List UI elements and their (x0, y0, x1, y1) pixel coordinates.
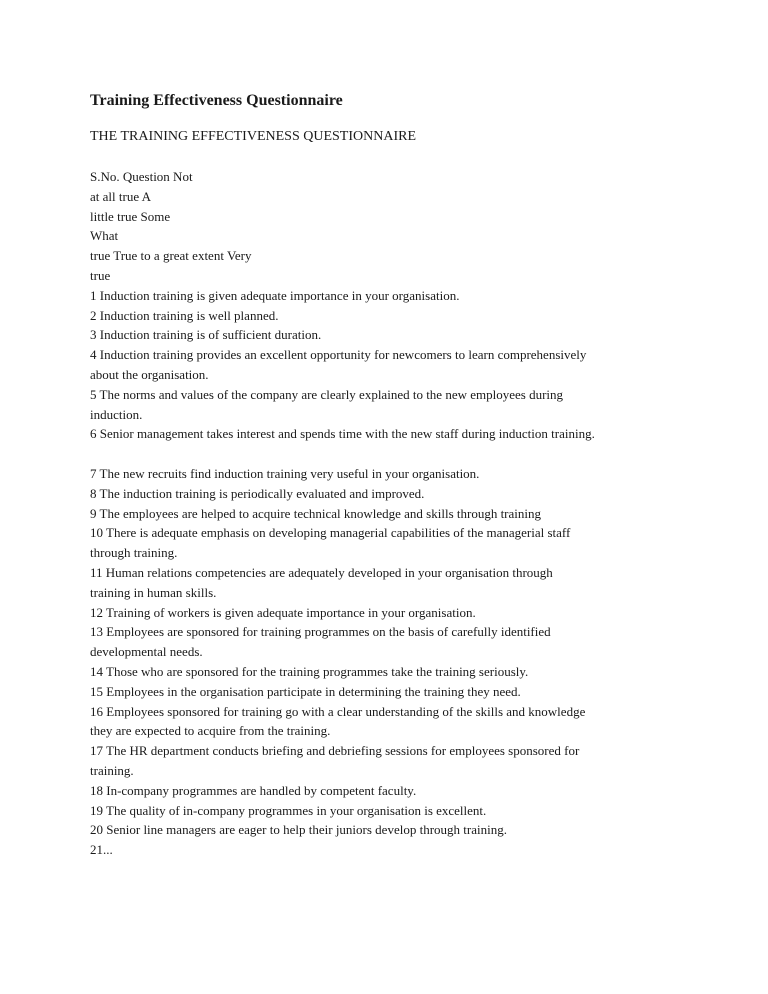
question-line: 21... (90, 842, 113, 858)
question-line: induction. (90, 406, 143, 422)
header-line: S.No. Question Not (90, 169, 193, 184)
header-line: little true Some (90, 208, 171, 224)
question-line: 15 Employees in the organisation participate in determining the training they need. (90, 683, 521, 699)
column-header-block (90, 167, 690, 286)
question-line: 12 Training of workers is given adequate importance in your organisation. (90, 604, 476, 620)
question-line: 3 Induction training is of sufficient duration. (90, 327, 322, 343)
question-line: 20 Senior line managers are eager to help their juniors develop through training. (90, 822, 507, 838)
question-line: 4 Induction training provides an excellent opportunity for newcomers to learn comprehensively (90, 347, 587, 363)
question-line: through training. (90, 545, 178, 561)
page-title: Training Effectiveness Questionnaire (90, 92, 343, 109)
question-line: 16 Employees sponsored for training go with a clear understanding of the skills and knowledge (90, 703, 586, 719)
question-line: 9 The employees are helped to acquire technical knowledge and skills through training (90, 505, 542, 521)
question-line: 2 Induction training is well planned. (90, 307, 279, 323)
question-line: developmental needs. (90, 644, 203, 660)
question-line: 5 The norms and values of the company are clearly explained to the new employees during (90, 386, 564, 402)
header-line: true True to a great extent Very (90, 248, 252, 264)
question-line: 17 The HR department conducts briefing and debriefing sessions for employees sponsored for (90, 743, 580, 759)
question-line: 11 Human relations competencies are adequately developed in your organisation through (90, 564, 553, 580)
question-line: they are expected to acquire from the training. (90, 723, 331, 739)
question-line: 14 Those who are sponsored for the training programmes take the training seriously. (90, 663, 529, 679)
document-page (90, 91, 690, 858)
question-line: 13 Employees are sponsored for training programmes on the basis of carefully identified (90, 624, 551, 640)
question-line: about the organisation. (90, 366, 209, 382)
question-line: 6 Senior management takes interest and spends time with the new staff during induction training. (90, 426, 595, 442)
paragraph-gap (90, 444, 690, 464)
header-line: What (90, 228, 119, 244)
questionnaire-body (90, 167, 690, 860)
question-line: 8 The induction training is periodically evaluated and improved. (90, 485, 425, 501)
header-line: at all true A (90, 188, 152, 204)
question-line: 10 There is adequate emphasis on developing managerial capabilities of the managerial staff (90, 525, 571, 541)
question-line: 18 In-company programmes are handled by competent faculty. (90, 782, 417, 798)
header-line: true (90, 267, 111, 283)
question-line: training. (90, 762, 134, 778)
question-line: training in human skills. (90, 584, 217, 600)
question-list-part-2 (90, 464, 690, 860)
question-list-part-1 (90, 286, 690, 444)
question-line: 1 Induction training is given adequate importance in your organisation. (90, 287, 460, 303)
document-subtitle: THE TRAINING EFFECTIVENESS QUESTIONNAIRE (90, 129, 417, 144)
question-line: 7 The new recruits find induction training very useful in your organisation. (90, 465, 480, 481)
question-line: 19 The quality of in-company programmes in your organisation is excellent. (90, 802, 487, 818)
